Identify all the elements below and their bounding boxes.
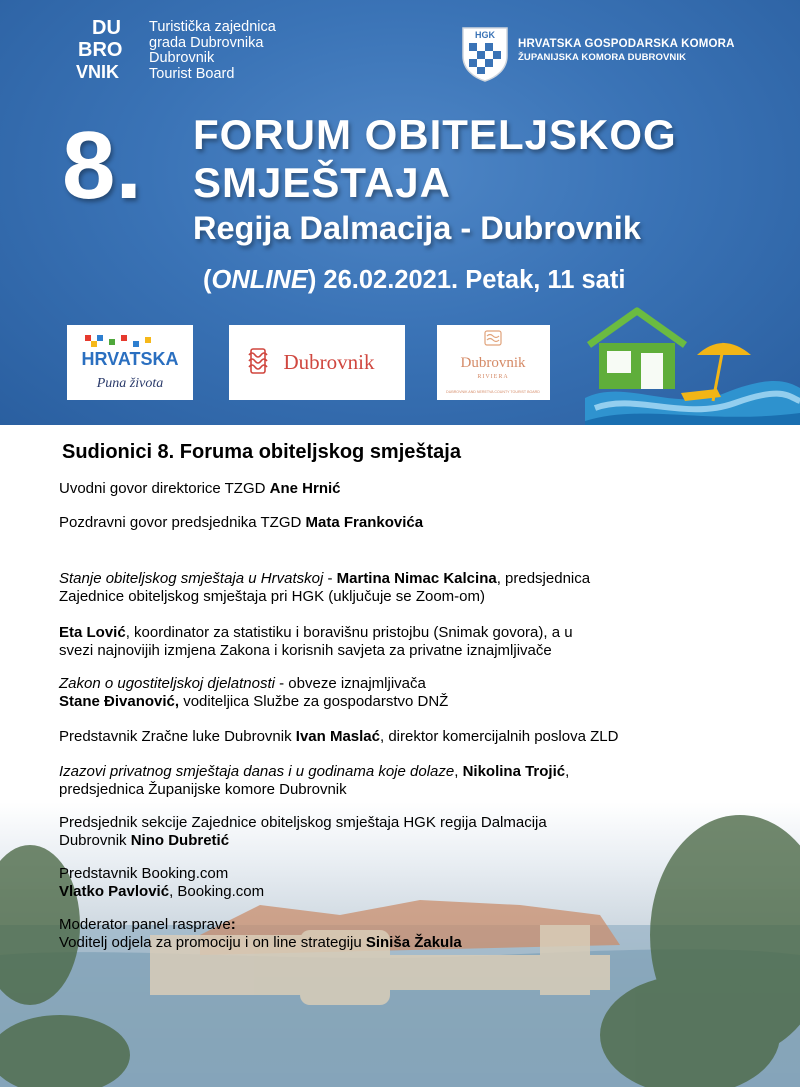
item-2-name: Mata Frankovića — [305, 514, 424, 531]
hgk-shield-label: HGK — [475, 30, 495, 40]
event-date-line — [203, 266, 625, 295]
item-7-topic: Izazovi privatnog smještaja danas i u godinama koje dolaze — [59, 763, 455, 780]
program-item-7 — [59, 763, 569, 798]
program-item-6 — [59, 728, 618, 746]
item-9-name: Vlatko Pavlović — [59, 882, 170, 900]
item-5-line-2: voditeljica Službe za gospodarstvo DNŽ — [179, 692, 449, 710]
house-icon — [589, 311, 685, 389]
tzgd-logo — [76, 16, 140, 82]
item-10-line-1: Moderator panel rasprave — [59, 916, 231, 933]
riviera-sub: RIVIERA — [477, 374, 509, 380]
item-9-line-1: Predstavnik Booking.com — [59, 865, 229, 882]
title-line-1: FORUM OBITELJSKOG — [193, 111, 677, 158]
item-7-sep: , — [454, 763, 463, 780]
item-4-line-2: svezi najnovijih izmjena Zakona i korisnih savjeta za privatne iznajmljivače — [59, 641, 552, 659]
item-10-name: Siniša Žakula — [365, 933, 462, 951]
dubrovnik-logo — [229, 325, 405, 400]
program-item-4 — [59, 624, 573, 659]
item-6-name: Ivan Maslać — [295, 728, 380, 745]
item-2-text: Pozdravni govor predsjednika TZGD — [59, 514, 306, 531]
hrvatska-tagline: Puna života — [96, 376, 164, 391]
tzgd-line-4: Tourist Board — [149, 65, 235, 82]
item-8-line-1: Predsjednik sekcije Zajednice obiteljskog smještaja HGK regija Dalmacija — [59, 814, 547, 831]
item-8-line-2: Dubrovnik — [59, 831, 131, 849]
hrvatska-checker-icon — [85, 335, 151, 347]
program-item-3 — [59, 570, 590, 605]
item-1-name: Ane Hrnić — [269, 480, 341, 497]
item-5-topic: Zakon o ugostiteljskoj djelatnosti — [59, 675, 275, 692]
tzgd-line-2: grada Dubrovnika — [149, 34, 264, 51]
item-5-rest: - obveze iznajmljivača — [274, 675, 426, 692]
program-item-5 — [59, 675, 448, 710]
item-3-name: Martina Nimac Kalcina — [336, 570, 497, 587]
item-3-topic: Stanje obiteljskog smještaja u Hrvatskoj — [59, 570, 324, 587]
hgk-shield-icon — [461, 26, 509, 82]
tzgd-name — [149, 20, 276, 82]
item-10-line-2: Voditelj odjela za promociju i on line strategiju — [59, 933, 366, 951]
hgk-line-1: HRVATSKA GOSPODARSKA KOMORA — [518, 38, 735, 50]
hgk-name — [518, 38, 735, 63]
program-item-2 — [59, 514, 423, 532]
online-label: ONLINE — [211, 266, 308, 294]
program-item-10 — [59, 916, 462, 951]
item-3-rest: , predsjednica — [496, 570, 591, 587]
item-1-text: Uvodni govor direktorice TZGD — [59, 480, 270, 497]
forum-number: 8. — [62, 112, 143, 219]
item-4-rest: , koordinator za statistiku i boravišnu pristojbu (Snimak govora), a u — [125, 624, 573, 641]
item-7-name: Nikolina Trojić — [462, 763, 566, 780]
tzgd-line-1: Turistička zajednica — [149, 19, 276, 35]
title-region: Regija Dalmacija - Dubrovnik — [193, 210, 641, 246]
tzgd-logo-line-1: DU — [92, 17, 121, 39]
program-item-8 — [59, 814, 547, 849]
program-heading: Sudionici 8. Foruma obiteljskog smještaja — [62, 441, 461, 463]
riviera-logo — [437, 325, 550, 400]
riviera-logo-card — [437, 325, 550, 400]
tzgd-line-3: Dubrovnik — [149, 50, 215, 66]
item-6-rest: , direktor komercijalnih poslova ZLD — [380, 728, 619, 745]
riviera-small: DUBROVNIK AND NERETVA COUNTY TOURIST BOARD — [446, 390, 540, 394]
hrvatska-logo — [67, 325, 193, 400]
item-7-rest: , — [565, 763, 570, 780]
dubrovnik-wordmark: Dubrovnik — [283, 350, 375, 374]
hgk-line-2: ŽUPANIJSKA KOMORA DUBROVNIK — [518, 52, 687, 63]
program-item-9 — [59, 865, 264, 900]
item-6-text: Predstavnik Zračne luke Dubrovnik — [59, 728, 296, 745]
item-7-line-2: predsjednica Županijske komore Dubrovnik — [59, 780, 347, 798]
program-text — [0, 425, 800, 1087]
dubrovnik-waves-icon — [249, 349, 267, 373]
riviera-emblem-icon — [485, 331, 501, 345]
item-10-colon: : — [230, 916, 236, 933]
item-3-line-2: Zajednice obiteljskog smještaja pri HGK (uključuje se Zoom-om) — [59, 587, 485, 605]
program-item-1 — [59, 480, 341, 498]
item-5-name: Stane Đivanović, — [59, 692, 180, 710]
riviera-wordmark: Dubrovnik — [460, 355, 526, 371]
item-4-name: Eta Lović — [59, 624, 126, 641]
title-line-2: SMJEŠTAJA — [193, 159, 451, 206]
paren-open: ( — [203, 266, 212, 294]
tzgd-logo-line-2: BRO — [78, 39, 123, 61]
event-date: ) 26.02.2021. Petak, 11 sati — [307, 266, 626, 294]
item-9-rest: , Booking.com — [169, 882, 265, 900]
house-umbrella-illustration — [585, 303, 800, 425]
hrvatska-logo-card — [67, 325, 193, 400]
dubrovnik-logo-card — [229, 325, 405, 400]
header-banner — [0, 0, 800, 425]
tzgd-logo-line-3: VNIK — [76, 62, 120, 82]
program-section — [0, 425, 800, 1087]
item-8-name: Nino Dubretić — [130, 831, 230, 849]
hrvatska-wordmark: HRVATSKA — [81, 349, 179, 369]
item-3-sep: - — [323, 570, 337, 587]
